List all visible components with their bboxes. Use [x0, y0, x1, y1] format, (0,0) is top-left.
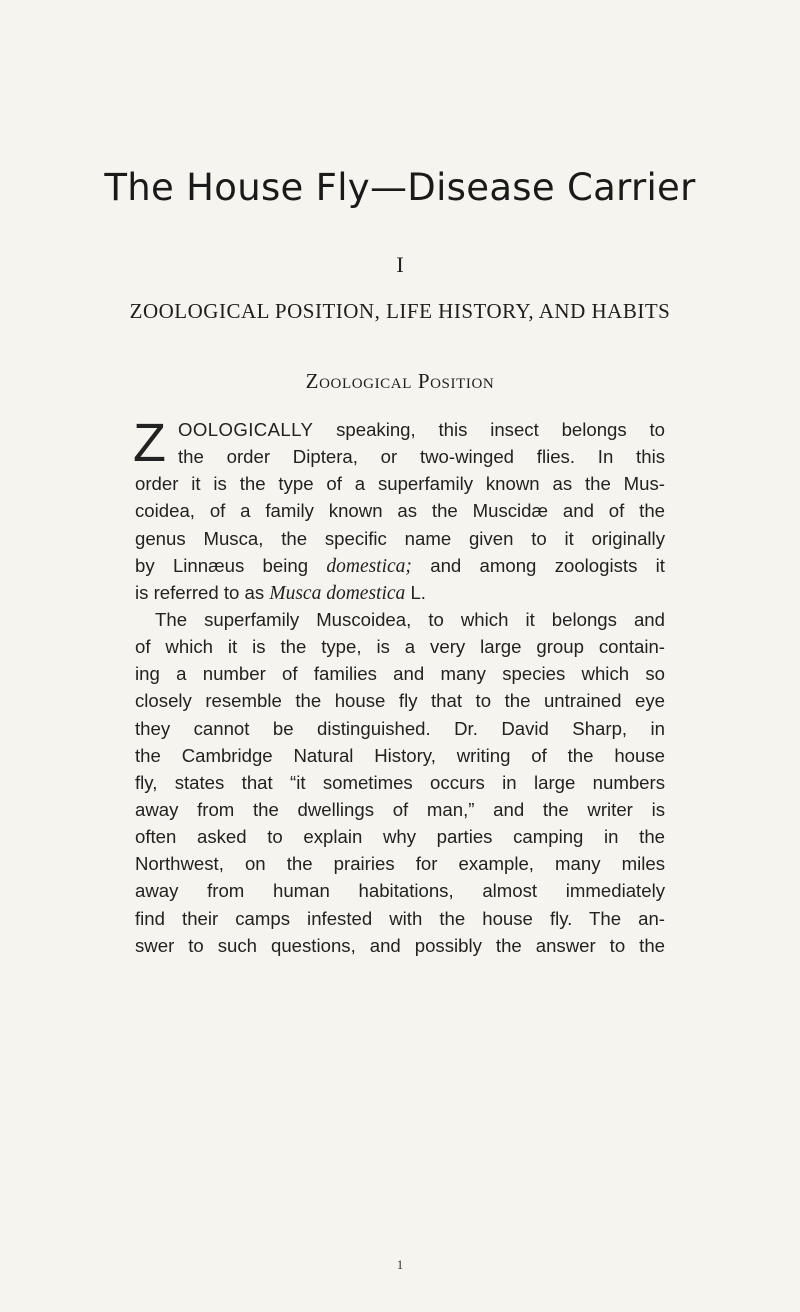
text-line: often asked to explain why parties camping in the	[135, 826, 665, 848]
italic-term: Musca domestica	[269, 582, 406, 604]
text-line: swer to such questions, and possibly the answer to the	[135, 934, 665, 956]
page-number: 1	[396, 1257, 404, 1272]
chapter-number: I	[396, 252, 404, 277]
paragraph	[135, 606, 665, 959]
text-line: ing a number of families and many species which so	[135, 663, 665, 685]
line-part: L.	[405, 581, 426, 603]
line-part: is referred to as	[135, 581, 270, 603]
paragraph	[133, 413, 665, 606]
text-line: away from the dwellings of man,” and the writer is	[135, 798, 665, 820]
text-line: coidea, of a family known as the Muscidæ and of the	[135, 500, 665, 522]
text-line: closely resemble the house fly that to the untrained eye	[135, 690, 665, 712]
text-line: Northwest, on the prairies for example, many miles	[135, 853, 665, 875]
chapter-title: ZOOLOGICAL POSITION, LIFE HISTORY, AND HABITS	[129, 299, 671, 323]
text-line: of which it is the type, is a very large group contain-	[135, 636, 665, 658]
line-part: and among zoologists it	[411, 554, 665, 576]
drop-cap: Z	[133, 413, 166, 473]
line-part: by Linnæus being	[135, 554, 327, 576]
text-line: order it is the type of a superfamily known as the Mus-	[135, 473, 665, 495]
line-rest: speaking, this insect belongs to	[313, 419, 665, 440]
text-line	[135, 416, 665, 443]
text-line	[135, 579, 665, 606]
lead-caps: OOLOGICALLY	[178, 419, 314, 440]
text-line: genus Musca, the specific name given to it originally	[135, 527, 665, 549]
text-line: find their camps infested with the house fly. The an-	[135, 907, 665, 929]
text-line	[135, 552, 665, 579]
italic-term: domestica;	[326, 555, 412, 577]
body-text	[133, 413, 665, 959]
book-title: The House Fly—Disease Carrier	[104, 166, 696, 209]
text-line: the Cambridge Natural History, writing of the house	[135, 744, 665, 766]
text-line: they cannot be distinguished. Dr. David Sharp, in	[135, 717, 665, 739]
text-line: the order Diptera, or two-winged flies. In this	[178, 446, 665, 468]
text-line: fly, states that “it sometimes occurs in large numbers	[135, 771, 665, 793]
text-line: The superfamily Muscoidea, to which it belongs and	[155, 608, 665, 630]
section-heading: Zoological Position	[305, 369, 495, 393]
text-line: away from human habitations, almost immediately	[135, 880, 665, 902]
